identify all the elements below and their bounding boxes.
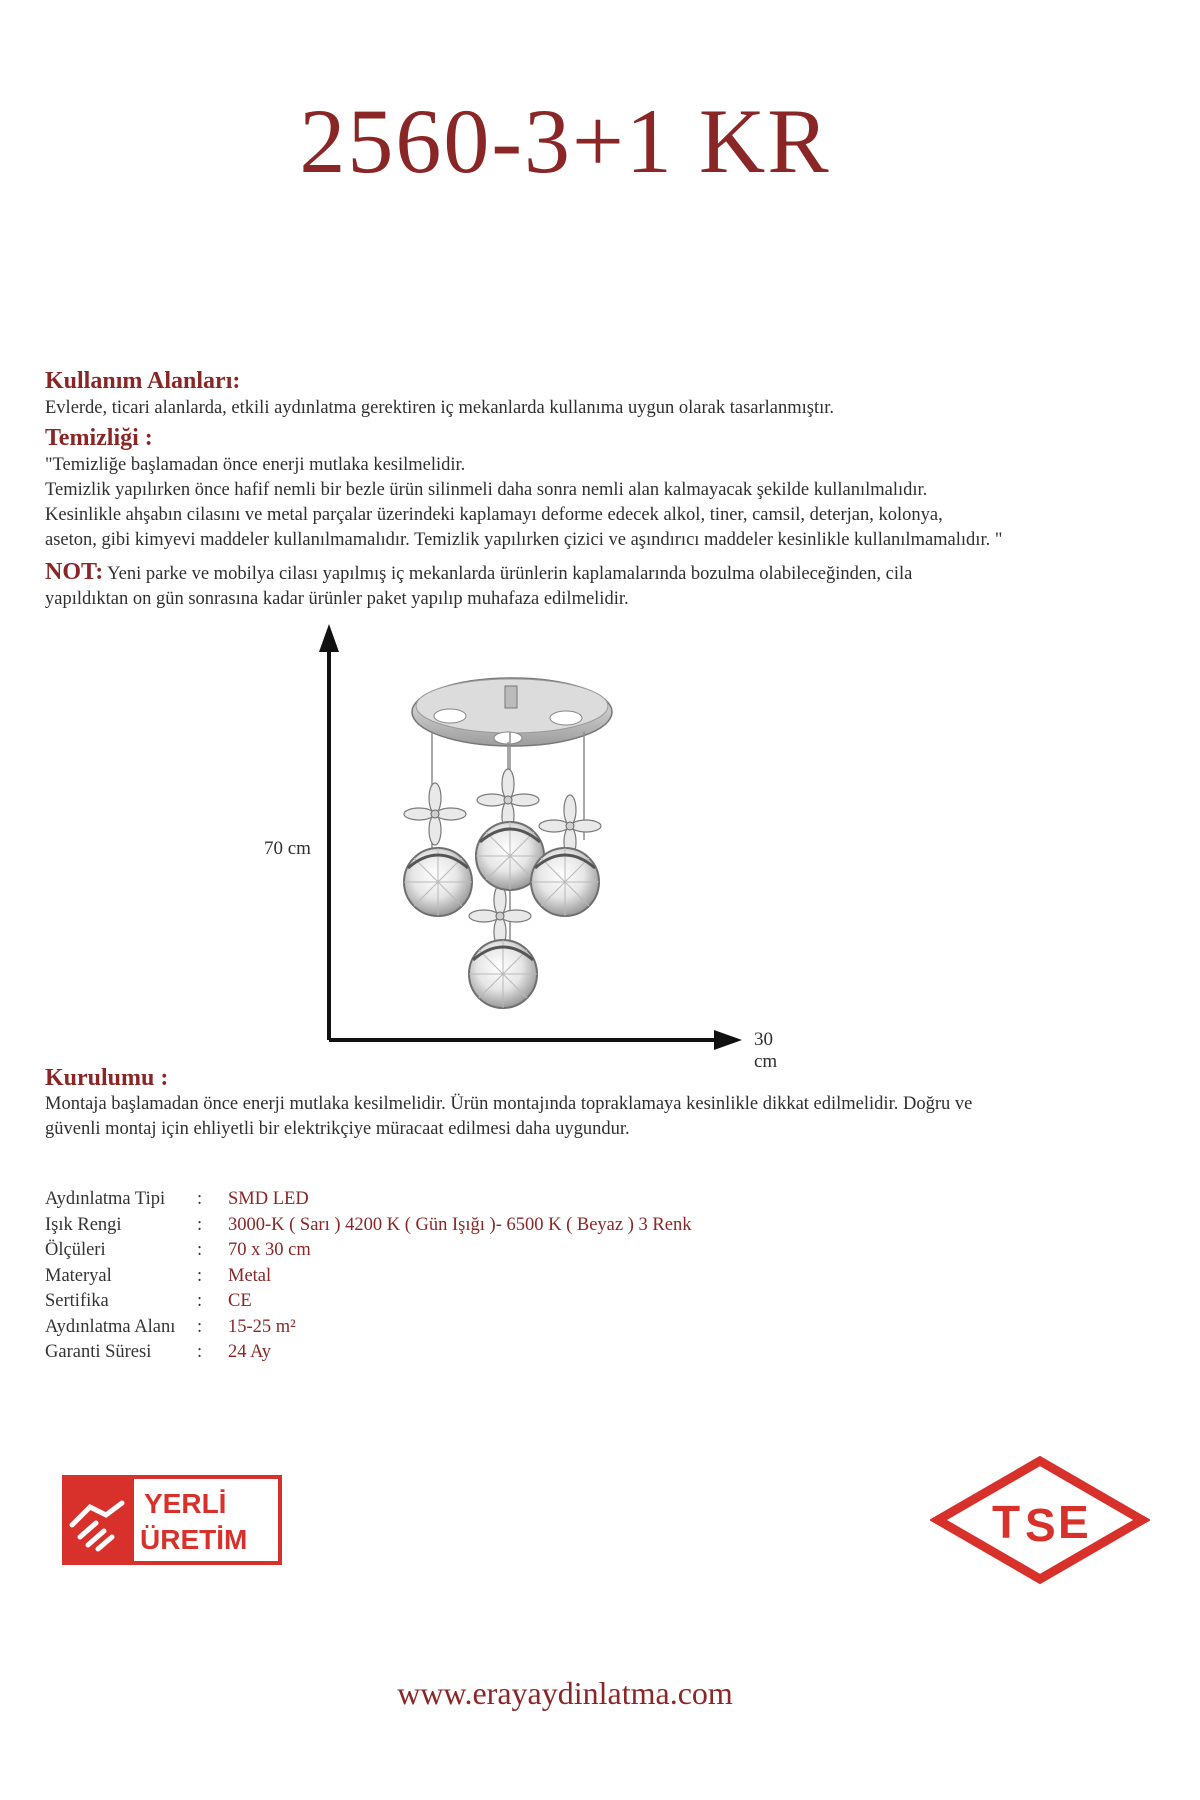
spec-colon: : [197, 1189, 203, 1209]
yerli-text: YERLİ [144, 1488, 227, 1519]
spec-colon: : [197, 1214, 203, 1235]
product-code-title: 2560-3+1 KR [299, 90, 831, 192]
uretim-text: ÜRETİM [140, 1524, 248, 1555]
spec-value: Metal [228, 1265, 272, 1286]
installation-line: Montaja başlamadan önce enerji mutlaka kesilmelidir. Ürün montajında topraklamaya kesinlikle dikkat edilmelidir. Doğru ve [45, 1094, 973, 1114]
spec-colon: : [197, 1316, 203, 1337]
spec-value: 3000-K ( Sarı ) 4200 K ( Gün Işığı )- 6500 K ( Beyaz ) 3 Renk [228, 1214, 692, 1235]
height-dimension-label: 70 cm [264, 838, 311, 859]
width-dimension-label: 30 cm [754, 1029, 778, 1072]
chandelier-illustration [250, 620, 770, 1060]
tse-letter-t: T [992, 1496, 1021, 1548]
installation-text [45, 1092, 1155, 1142]
cleaning-line: Kesinlikle ahşabın cilasını ve metal parçalar üzerindeki kaplamayı deforme edecek alkol, tiner, camsil, deterjan, kolonya, [45, 505, 943, 525]
spec-label: Materyal [45, 1265, 112, 1286]
spec-value: SMD LED [228, 1189, 309, 1209]
cleaning-heading: Temizliği : [45, 425, 153, 451]
tse-letter-s: S [1025, 1499, 1056, 1551]
yerli-uretim-logo [62, 1475, 282, 1570]
tse-letter-e: E [1058, 1496, 1089, 1548]
spec-label: Aydınlatma Alanı [45, 1316, 176, 1337]
spec-label: Garanti Süresi [45, 1342, 152, 1362]
installation-line: güvenli montaj için ehliyetli bir elektrikçiye müracaat edilmesi daha uygundur. [45, 1119, 630, 1139]
spec-colon: : [197, 1291, 203, 1311]
spec-value: 70 x 30 cm [228, 1240, 311, 1260]
yerli-uretim-emblem [62, 1475, 282, 1565]
height-axis [319, 624, 339, 1040]
spec-value: 15-25 m² [228, 1316, 296, 1337]
cleaning-line: Temizlik yapılırken önce hafif nemli bir bezle ürün silinmeli daha sonra nemli alan kalmayacak şekilde kullanılmalıdır. [45, 480, 928, 500]
cleaning-line: "Temizliğe başlamadan önce enerji mutlaka kesilmelidir. [45, 455, 466, 475]
usage-line: Evlerde, ticari alanlarda, etkili aydınlatma gerektiren iç mekanlarda kullanıma uygun olarak tasarlanmıştır. [45, 398, 835, 418]
cleaning-line: aseton, gibi kimyevi maddeler kullanılmamalıdır. Temizlik yapılırken çizici ve aşındırıcı maddeler kesinlikle kullanılmamalıdır. " [45, 530, 1003, 550]
installation-heading: Kurulumu : [45, 1065, 169, 1091]
usage-heading: Kullanım Alanları: [45, 368, 241, 394]
ceiling-plate [412, 678, 612, 746]
product-dimension-diagram [250, 620, 778, 1072]
width-axis [329, 1030, 742, 1050]
note-block [45, 560, 1155, 612]
spec-label: Işık Rengi [45, 1214, 122, 1235]
note-line-1 [45, 560, 1155, 587]
note-line-2: yapıldıktan on gün sonrasına kadar ürünler paket yapılıp muhafaza edilmelidir. [45, 589, 629, 609]
spec-label: Ölçüleri [45, 1240, 106, 1260]
note-label: NOT: [45, 559, 104, 585]
spec-value: CE [228, 1291, 252, 1311]
spec-label: Sertifika [45, 1291, 109, 1311]
spec-colon: : [197, 1265, 203, 1286]
spec-colon: : [197, 1342, 203, 1362]
website-link[interactable]: www.erayaydinlatma.com [397, 1675, 733, 1711]
tse-logo [930, 1455, 1150, 1590]
spec-value: 24 Ay [228, 1342, 272, 1362]
cleaning-text [45, 453, 1155, 553]
spec-colon: : [197, 1240, 203, 1260]
spec-label: Aydınlatma Tipi [45, 1189, 166, 1209]
usage-text [45, 396, 1155, 421]
tse-emblem [930, 1455, 1150, 1585]
note-text-1: Yeni parke ve mobilya cilası yapılmış iç mekanlarda ürünlerin kaplamalarında bozulma olabileceğinden, cila [103, 564, 913, 584]
